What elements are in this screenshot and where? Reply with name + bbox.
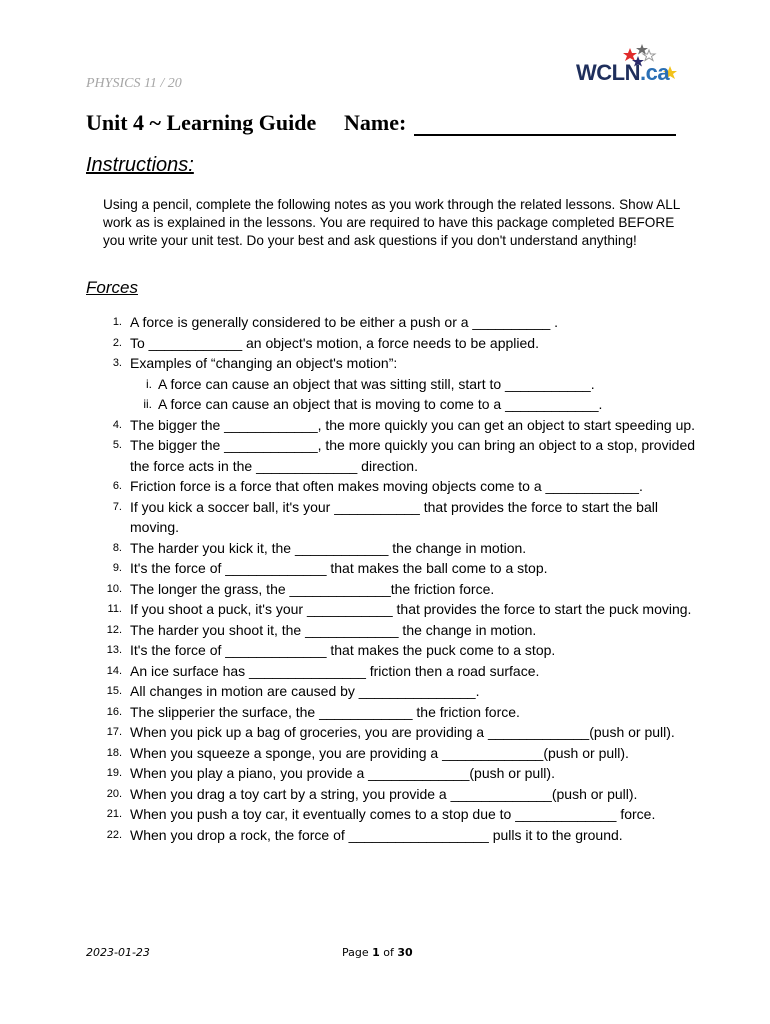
question-item (86, 497, 696, 538)
question-text: When you push a toy car, it eventually comes to a stop due to _____________ force. (130, 806, 656, 822)
question-item (86, 333, 696, 354)
question-text: When you play a piano, you provide a _____________(push or pull). (130, 765, 555, 781)
question-text: A force is generally considered to be either a push or a __________ . (130, 314, 559, 330)
page-current: 1 (372, 946, 380, 959)
question-number: 4. (112, 418, 122, 431)
name-blank-line[interactable] (414, 134, 676, 136)
question-item (86, 702, 696, 723)
question-number: 19. (106, 767, 122, 779)
page-prefix: Page (342, 946, 373, 959)
question-item (86, 784, 696, 805)
question-text: The harder you shoot it, the ____________ the change in motion. (130, 621, 537, 638)
question-item (86, 620, 696, 641)
question-item (86, 640, 696, 661)
question-number: 18. (106, 746, 122, 759)
question-item (86, 538, 696, 559)
question-text: It's the force of _____________ that makes the ball come to a stop. (130, 560, 548, 576)
question-text: Examples of “changing an object's motion”: (130, 355, 398, 371)
question-text: Friction force is a force that often makes moving objects come to a ____________. (130, 478, 643, 494)
question-number: 2. (112, 336, 122, 349)
footer-date: 2023-01-23 (86, 946, 150, 959)
question-item (86, 415, 696, 436)
question-text: When you drag a toy cart by a string, you provide a _____________(push or pull). (130, 785, 638, 802)
question-item (86, 435, 696, 476)
question-text: All changes in motion are caused by _______________. (130, 683, 480, 699)
question-number: 1. (112, 316, 122, 328)
logo-suffix: .ca (639, 60, 670, 85)
question-text: The longer the grass, the _____________the friction force. (130, 580, 495, 597)
page-total: 30 (397, 946, 413, 959)
question-text: The slipperier the surface, the ____________ the friction force. (130, 703, 520, 720)
question-number: 17. (106, 726, 122, 738)
question-number: 3. (112, 357, 122, 369)
question-number: 7. (112, 500, 122, 513)
sub-question-number: i. (146, 376, 152, 391)
question-item (86, 804, 696, 825)
forces-question-list (86, 312, 696, 845)
sub-question-item (86, 374, 696, 395)
question-item (86, 743, 696, 764)
question-number: 6. (112, 480, 122, 492)
course-label: PHYSICS 11 / 20 (86, 76, 182, 91)
question-text: To ____________ an object's motion, a force needs to be applied. (130, 334, 539, 351)
question-item (86, 476, 696, 497)
question-text: If you shoot a puck, it's your ___________ that provides the force to start the puck moving. (130, 601, 692, 617)
sub-question-group (86, 374, 696, 415)
name-label: Name: (344, 110, 407, 135)
forces-heading: Forces (86, 278, 138, 297)
question-item (86, 579, 696, 600)
question-text: When you squeeze a sponge, you are providing a _____________(push or pull). (130, 744, 629, 761)
footer-page-number (342, 946, 413, 959)
question-item (86, 825, 696, 846)
question-text: The bigger the ____________, the more quickly you can bring an object to a stop, provided the force acts in the _____________ direction. (130, 437, 696, 474)
sub-question-text: A force can cause an object that is moving to come to a ____________. (158, 396, 603, 412)
question-item (86, 722, 696, 743)
question-item (86, 681, 696, 702)
question-item (86, 599, 696, 620)
question-item (86, 558, 696, 579)
question-text: When you drop a rock, the force of __________________ pulls it to the ground. (130, 826, 623, 843)
question-number: 11. (107, 603, 122, 615)
title-row (86, 110, 686, 136)
question-text: The bigger the ____________, the more quickly you can get an object to start speeding up. (130, 416, 696, 433)
question-number: 14. (106, 664, 122, 677)
question-item (86, 312, 696, 333)
question-number: 20. (106, 787, 122, 800)
question-number: 10. (106, 582, 122, 595)
page-of: of (379, 946, 398, 959)
logo-text: WCLN (576, 60, 640, 85)
question-text: The harder you kick it, the ____________ the change in motion. (130, 539, 527, 556)
question-number: 22. (106, 828, 122, 841)
unit-title: Unit 4 ~ Learning Guide (86, 110, 317, 135)
question-text: An ice surface has _______________ friction then a road surface. (130, 662, 540, 679)
sub-question-item (86, 394, 696, 415)
sub-question-text: A force can cause an object that was sitting still, start to ___________. (158, 375, 595, 392)
question-text: If you kick a soccer ball, it's your ___________ that provides the force to start the ball moving. (130, 498, 658, 535)
question-number: 21. (106, 808, 122, 820)
sub-question-number: ii. (143, 397, 152, 411)
question-number: 16. (106, 705, 122, 718)
question-number: 13. (106, 644, 122, 656)
instructions-text: Using a pencil, complete the following notes as you work through the related lessons. Show ALL work as is explained in the lessons. You are required to have this package completed BEFORE you write your unit test. Do your best and ask questions if you don't understand anything! (103, 197, 680, 248)
instructions-heading: Instructions: (86, 154, 194, 176)
question-number: 9. (112, 562, 122, 574)
question-number: 15. (106, 685, 122, 697)
question-number: 8. (112, 541, 122, 554)
wcln-logo (576, 44, 680, 94)
question-item (86, 661, 696, 682)
question-text: When you pick up a bag of groceries, you are providing a _____________(push or pull). (130, 724, 675, 740)
question-number: 12. (106, 623, 122, 636)
question-number: 5. (112, 439, 122, 451)
sub-question-list (86, 374, 696, 415)
question-text: It's the force of _____________ that makes the puck come to a stop. (130, 642, 556, 658)
question-item (86, 353, 696, 374)
question-item (86, 763, 696, 784)
